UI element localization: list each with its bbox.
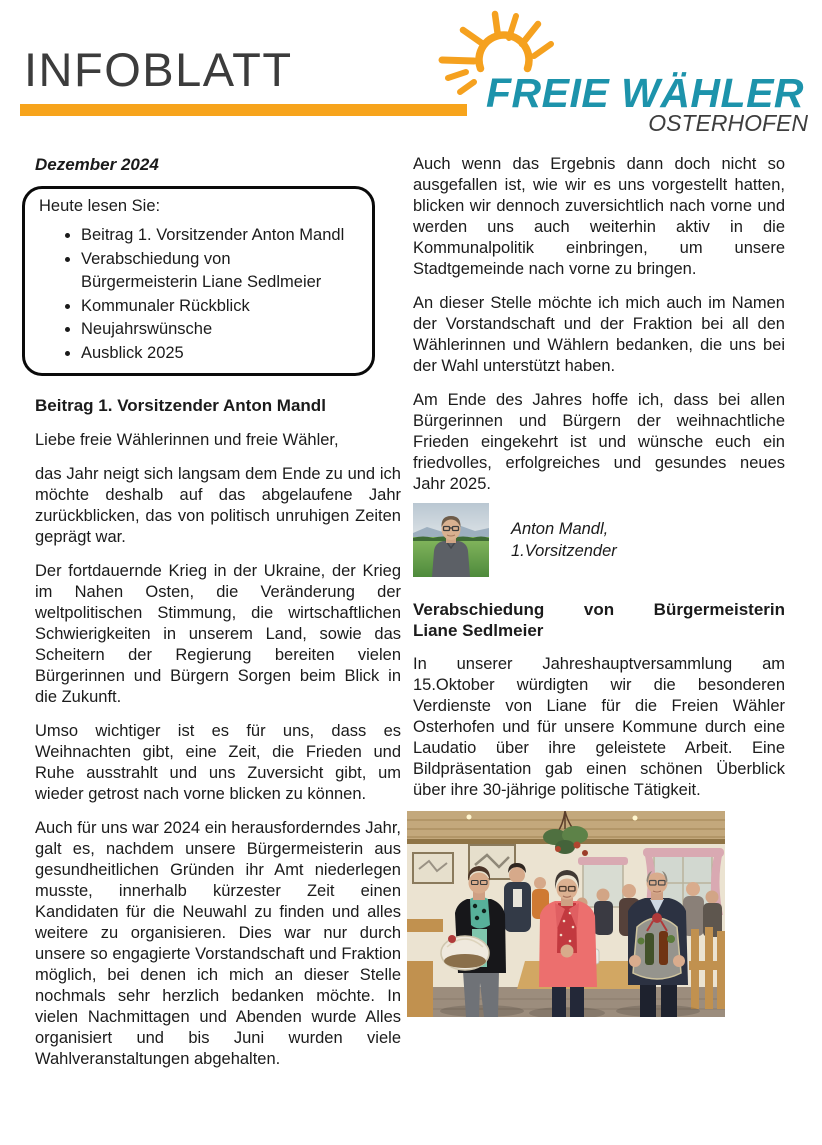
- toc-item: • Kommunaler Rückblick: [81, 295, 360, 319]
- article1-heading: Beitrag 1. Vorsitzender Anton Mandl: [35, 396, 326, 415]
- portrait-caption-line: Anton Mandl,: [511, 520, 609, 538]
- article1-paragraph: Auch für uns war 2024 ein herausforderndes Jahr, galt es, nachdem unsere Bürgermeisterin aus gesundheitlichen Gründen ihr Amt niederlegen musste, innerhalb kürzester Zeit einen Kandidaten für die Neuwahl zu finden und alles weitere zu organisieren. Dies war nur durch unsere so engagierte Vorstandschaft und Fraktion möglich, bei denen ich mich an dieser Stelle nochmals sehr herzlich bedanken möchte. In vielen Nachmittagen und Abenden wurde Alles organisiert und bis Juni wurden viele Wahlveranstaltungen abgehalten.: [35, 819, 401, 1068]
- anton-mandl-photo: [413, 503, 489, 577]
- toc-box: [22, 186, 375, 376]
- portrait-caption-line: 1.Vorsitzender: [511, 542, 617, 560]
- portrait-caption: [511, 518, 617, 562]
- toc-item: • Ausblick 2025: [81, 342, 360, 366]
- toc-list: [39, 224, 360, 365]
- portrait-row: [413, 503, 785, 577]
- article2-heading-line: Verabschiedung von Bürgermeisterin: [413, 600, 785, 619]
- article2-paragraph: In unserer Jahreshauptversammlung am 15.Oktober würdigten wir die besonderen Verdienste von Liane für die Freien Wähler Osterhofen und für unsere Kommune durch eine Laudatio über ihre geleistete Arbeit. Eine Bildpräsentation gab einen schönen Überblick über ihre 30-jährige politische Tätigkeit.: [413, 655, 785, 799]
- left-column: [35, 155, 401, 1070]
- article1-paragraph: Auch wenn das Ergebnis dann doch nicht so ausgefallen ist, wie wir es uns vorgestellt hatten, blicken wir dennoch zuversichtlich nach vorne und werden uns auch weiterhin aktiv in die Kommunalpolitik einbringen, um unsere Stadtgemeinde nach vorne zu bringen.: [413, 155, 785, 278]
- article1-paragraph: An dieser Stelle möchte ich mich auch im Namen der Vorstandschaft und der Fraktion bei all den Wählerinnen und Wählern bedanken, die uns bei der Wahl unterstützt haben.: [413, 294, 785, 375]
- article1-paragraph: das Jahr neigt sich langsam dem Ende zu und ich möchte deshalb auf das abgelaufene Jahr zurückblicken, das von politisch unruhigen Zeiten geprägt war.: [35, 465, 401, 546]
- article1-paragraph: Der fortdauernde Krieg in der Ukraine, der Krieg im Nahen Osten, die Veränderung der weltpolitischen Stimmung, die wirtschaftlichen Schwierigkeiten in unserem Land, sowie das Scheitern der Regierung bereiten vielen Bürgerinnen und Bürgern Sorgen beim Blick in die Zukunft.: [35, 562, 401, 706]
- article1-paragraph: Am Ende des Jahres hoffe ich, dass bei allen Bürgerinnen und Bürgern der weihnachtliche Frieden eingekehrt ist und wünsche euch ein friedvolles, erfolgreiches und gesundes neues Jahr 2025.: [413, 391, 785, 493]
- brand-location: OSTERHOFEN: [648, 110, 808, 136]
- toc-item: • Beitrag 1. Vorsitzender Anton Mandl: [81, 224, 360, 248]
- article1-salutation: Liebe freie Wählerinnen und freie Wähler,: [35, 431, 339, 449]
- right-column: [413, 146, 785, 1017]
- article2-heading: [413, 599, 785, 641]
- article2-heading-line: Liane Sedlmeier: [413, 621, 544, 640]
- issue-date: Dezember 2024: [35, 155, 159, 174]
- accent-bar: [20, 104, 467, 116]
- brand-name: FREIE WÄHLER: [486, 70, 805, 116]
- group-photo: [407, 811, 725, 1017]
- toc-item: • Neujahrswünsche: [81, 318, 360, 342]
- toc-title: Heute lesen Sie:: [39, 197, 161, 215]
- page-title: INFOBLATT: [24, 43, 293, 96]
- toc-item: • Verabschiedung von Bürgermeisterin Liane Sedlmeier: [81, 248, 360, 295]
- article1-paragraph: Umso wichtiger ist es für uns, dass es Weihnachten gibt, eine Zeit, die Frieden und Ruhe ausstrahlt und uns Zuversicht gibt, um wieder getrost nach vorne blicken zu können.: [35, 722, 401, 803]
